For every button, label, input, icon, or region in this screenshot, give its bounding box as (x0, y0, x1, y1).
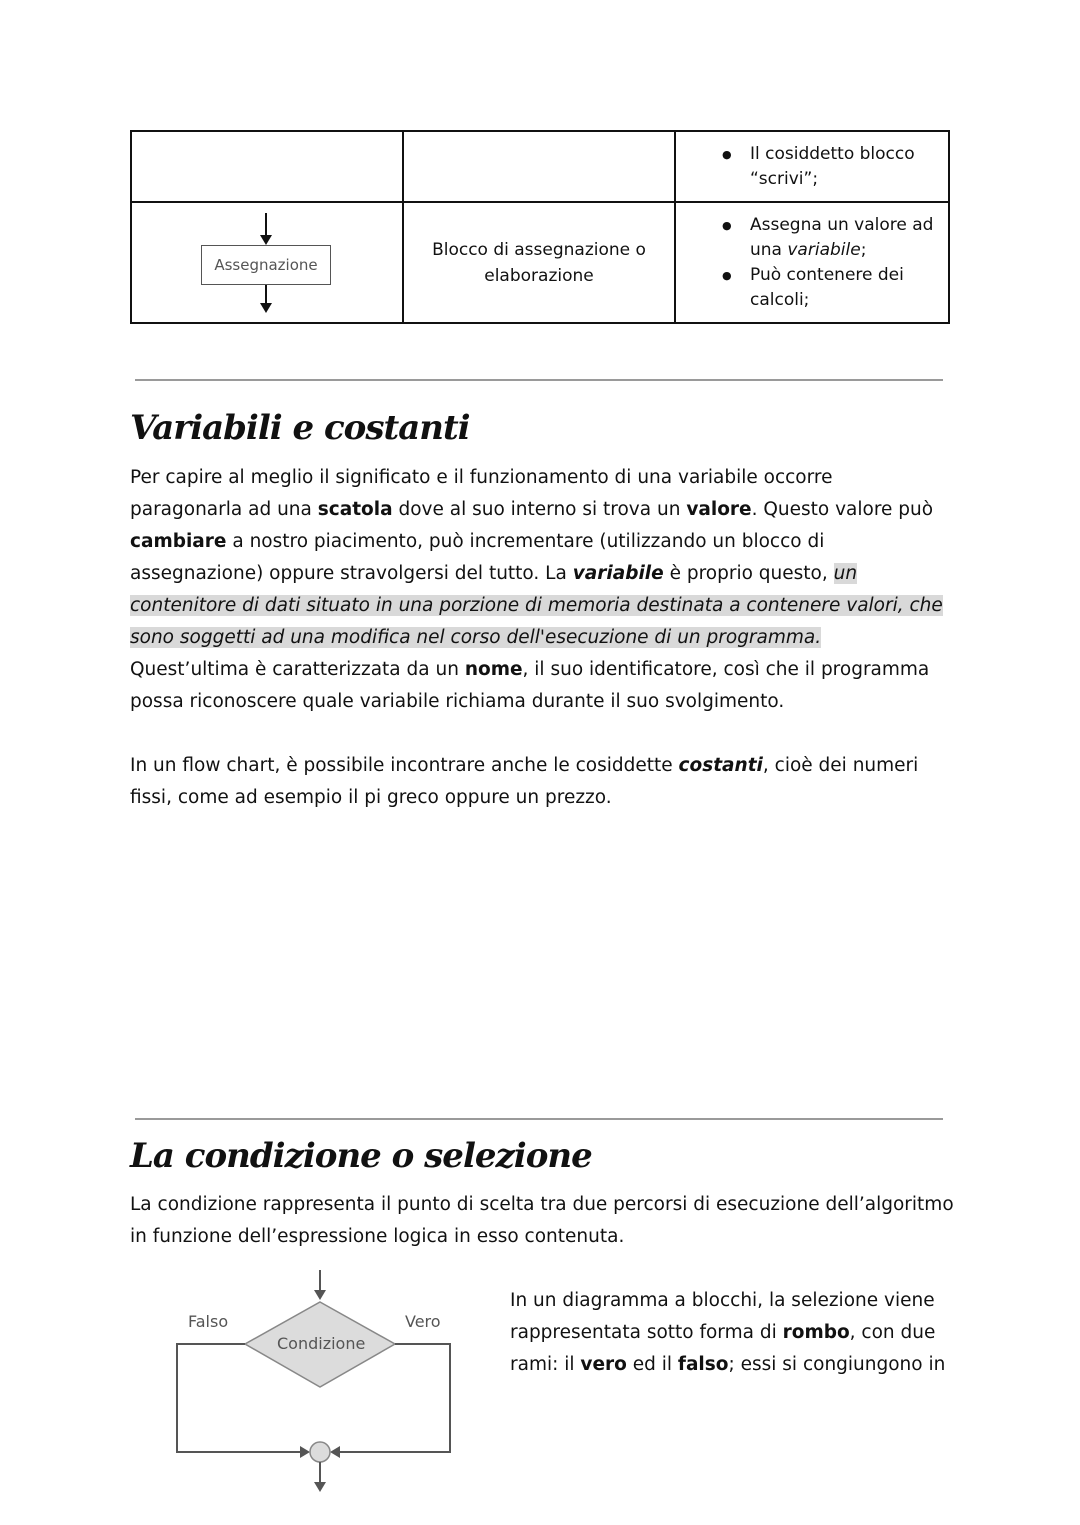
horizontal-rule (135, 379, 943, 381)
assignment-block-symbol (197, 213, 337, 313)
symbol-cell (131, 202, 403, 323)
paragraph-variable-name: Quest’ultima è caratterizzata da un nome, il suo identificatore, così che il programma possa riconoscere quale variabile richiama durante il suo svolgimento. (130, 659, 930, 712)
paragraph-selection-description: In un diagramma a blocchi, la selezione viene rappresentata sotto forma di rombo, con due rami: il vero ed il falso; essi si congiungono in (510, 1290, 946, 1375)
bullet-item: ● Il cosiddetto blocco “scrivi”; (722, 142, 948, 192)
bullet-item: ● Può contenere dei calcoli; (722, 263, 948, 313)
description-cell (675, 202, 949, 323)
false-branch-label: Falso (188, 1312, 229, 1331)
bullet-item: ● Assegna un valore ad una variabile; (722, 213, 948, 263)
section-title-variables: Variabili e costanti (130, 408, 470, 448)
paragraph-condition-intro: La condizione rappresenta il punto di scelta tra due percorsi di esecuzione dell’algoritmo in funzione dell’espressione logica in esso contenuta. (130, 1194, 954, 1247)
assignment-box: Assegnazione (201, 245, 331, 285)
name-cell (403, 131, 675, 202)
condition-label: Condizione (277, 1334, 366, 1353)
description-cell (675, 131, 949, 202)
section-title-condition: La condizione o selezione (130, 1136, 592, 1176)
paragraph-constants: In un flow chart, è possibile incontrare anche le cosiddette costanti, cioè dei numeri fissi, come ad esempio il pi greco oppure un prezzo. (130, 755, 919, 808)
condition-diagram (160, 1262, 470, 1501)
paragraph-variable-definition: Per capire al meglio il significato e il funzionamento di una variabile occorre paragonarla ad una scatola dove al suo interno si trova un valore. Questo valore può cambiare a nostro piacimento, può incrementare (utilizzando un blocco di assegnazione) oppure stravolgersi del tutto. La variabile è proprio questo, un contenitore di dati situato in una porzione di memoria destinata a contenere valori, che sono soggetti ad una modifica nel corso dell'esecuzione di un programma. (130, 467, 943, 648)
condition-flowchart-icon (160, 1262, 470, 1497)
table-row (131, 202, 949, 323)
name-cell (403, 202, 675, 323)
block-name: Blocco di assegnazione o elaborazione (432, 239, 646, 286)
true-branch-label: Vero (405, 1312, 441, 1331)
flowchart-symbols-table (130, 130, 950, 324)
symbol-cell (131, 131, 403, 202)
highlighted-definition: un contenitore di dati situato in una porzione di memoria destinata a contenere valori, che sono soggetti ad una modifica nel corso dell'esecuzione di un programma. (130, 563, 943, 648)
horizontal-rule (135, 1118, 943, 1120)
table-row (131, 131, 949, 202)
